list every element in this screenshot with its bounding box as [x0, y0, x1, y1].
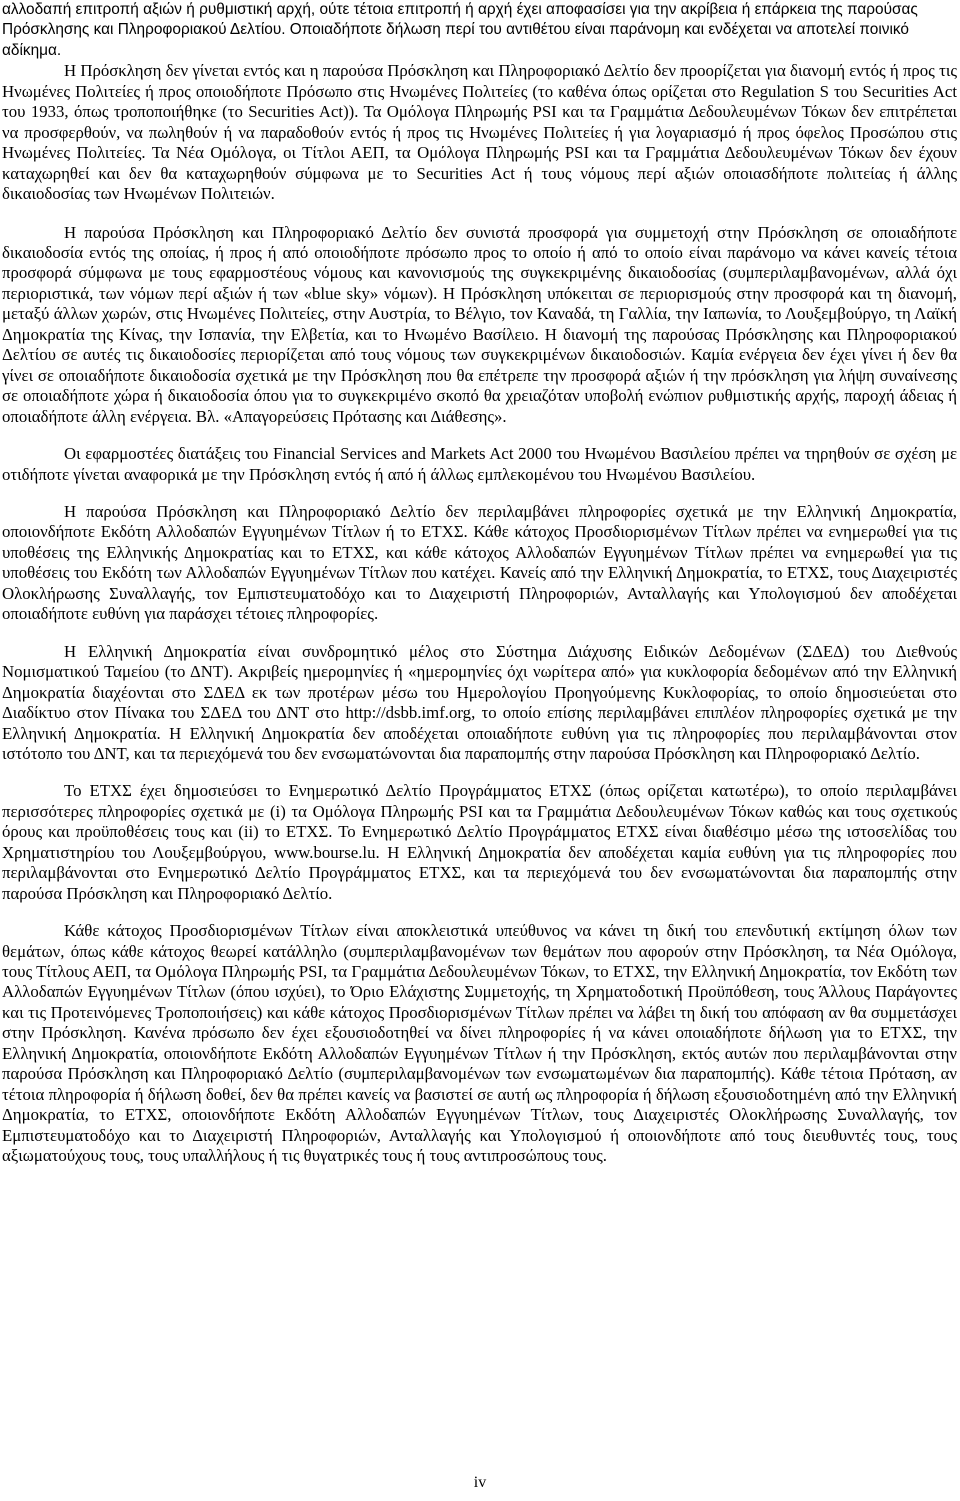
paragraph-holder-responsibility: Κάθε κάτοχος Προσδιορισμένων Τίτλων είναι αποκλειστικά υπεύθυνος να κάνει τη δική του επενδυτική εκτίμηση όλων των θεμάτων, όπως κάθε κάτοχος θεωρεί κατάλληλο (συμπεριλαμβανομένων των θεμάτων που αφορούν στην Πρόσκληση, τα Νέα Ομόλογα, τους Τίτλους ΑΕΠ, τα Ομόλογα Πληρωμής PSI, τα Γραμμάτια Δεδουλευμένων Τόκων, το ΕΤΧΣ, την Ελληνική Δημοκρατία, τον Εκδότη των Αλλοδαπών Εγγυημένων Τίτλων (όπου ισχύει), το Όριο Ελάχιστης Συμμετοχής, τη Χρηματοδοτική Προϋπόθεση, τους Άλλους Παράγοντες και τις Προτεινόμενες Τροποποιήσεις) και κάθε κάτοχος Προσδιορισμένων Τίτλων πρέπει να λάβει τη δική του απόφαση αν θα συμμετάσχει στην Πρόσκληση. Κανένα πρόσωπο δεν έχει εξουσιοδοτηθεί να δίνει πληροφορίες ή να κάνει οποιαδήποτε δήλωση για το ΕΤΧΣ, την Ελληνική Δημοκρατία, οποιονδήποτε Εκδότη Αλλοδαπών Εγγυημένων Τίτλων ή την Πρόσκληση, εκτός αυτών που περιλαμβάνονται στην παρούσα Πρόσκληση και Πληροφοριακό Δελτίο (συμπεριλαμβανομένων των ενσωματωμένων δια παραπομπής). Κάθε τέτοια Πρόταση, αν τέτοια πληροφορία ή δήλωση δοθεί, δεν θα πρέπει κανείς να βασιστεί σε αυτή ως πληροφορία ή δήλωση εξουσιοδοτημένη από την Ελληνική Δημοκρατία, το ΕΤΧΣ, οποιονδήποτε Εκδότη Αλλοδαπών Εγγυημένων Τίτλων, τους Διαχειριστές Ολοκλήρωσης Συναλλαγής, τον Εμπιστευματοδόχο και το Διαχειριστή Πληροφοριών, Ανταλλαγής και Υπολογισμού ή οποιονδήποτε από τους διευθυντές τους, τους αξιωματούχους τους, τους υπαλλήλους ή τις θυγατρικές τους ή τους αντιπροσώπους τους. [2, 921, 957, 1166]
paragraph-efsf-prospectus: Το ΕΤΧΣ έχει δημοσιεύσει το Ενημερωτικό Δελτίο Προγράμματος ΕΤΧΣ (όπως ορίζεται κατωτέρω), το οποίο περιλαμβάνει περισσότερες πληροφορίες σχετικά με (i) τα Ομόλογα Πληρωμής PSI και τα Γραμμάτια Δεδουλευμένων Τόκων καθώς και τους σχετικούς όρους και προϋποθέσεις τους και (ii) το ΕΤΧΣ. Το Ενημερωτικό Δελτίο Προγράμματος ΕΤΧΣ είναι διαθέσιμο μέσω της ιστοσελίδας του Χρηματιστηρίου του Λουξεμβούργου, www.bourse.lu. Η Ελληνική Δημοκρατία δεν αποδέχεται καμία ευθύνη για τις πληροφορίες που περιλαμβάνονται στο Ενημερωτικό Δελτίο Προγράμματος ΕΤΧΣ, και τα περιεχόμενά του δεν ενσωματώνονται δια παραπομπής στην παρούσα Πρόσκληση και Πληροφοριακό Δελτίο. [2, 781, 957, 903]
continued-paragraph: αλλοδαπή επιτροπή αξιών ή ρυθμιστική αρχή, ούτε τέτοια επιτροπή ή αρχή έχει αποφασίσει για την ακρίβεια ή επάρκεια της παρούσας Πρόσκλησης και Πληροφοριακού Δελτίου. Οποιαδήποτε δήλωση περί του αντιθέτου είναι παράνομη και ενδέχεται να αποτελεί ποινικό αδίκημα. [2, 1, 918, 59]
paragraph-information-disclaimer: Η παρούσα Πρόσκληση και Πληροφοριακό Δελτίο δεν περιλαμβάνει πληροφορίες σχετικά με την Ελληνική Δημοκρατία, οποιονδήποτε Εκδότη Αλλοδαπών Εγγυημένων Τίτλων ή το ΕΤΧΣ. Κάθε κάτοχος Προσδιορισμένων Τίτλων πρέπει να ενημερωθεί για τις υποθέσεις της Ελληνικής Δημοκρατίας και το ΕΤΧΣ, και κάθε κάτοχος Αλλοδαπών Εγγυημένων Τίτλων πρέπει να ενημερωθεί για τις υποθέσεις του Εκδότη των Αλλοδαπών Εγγυημένων Τίτλων που κατέχει. Κανείς από την Ελληνική Δημοκρατία, το ΕΤΧΣ, τους Διαχειριστές Ολοκλήρωσης Συναλλαγής, τον Εμπιστευματοδόχο και το Διαχειριστή Πληροφοριών, Ανταλλαγής και Υπολογισμού δεν αποδέχεται οποιαδήποτε ευθύνη για παράσχει τέτοιες πληροφορίες. [2, 501, 957, 624]
paragraph-fsma: Οι εφαρμοστέες διατάξεις του Financial Services and Markets Act 2000 του Ηνωμένου Βασιλείου πρέπει να τηρηθούν σε σχέση με οτιδήποτε γίνεται αναφορικά με την Πρόσκληση εντός ή από ή άλλως εμπλεκομένου του Ηνωμένου Βασιλείου. [2, 444, 957, 484]
paragraph-sdds: Η Ελληνική Δημοκρατία είναι συνδρομητικό μέλος στο Σύστημα Διάχυσης Ειδικών Δεδομένων (ΣΔΕΔ) του Διεθνούς Νομισματικού Ταμείου (το ΔΝΤ). Ακριβείς ημερομηνίες ή «ημερομηνίες όχι νωρίτερα από» για κυκλοφορία δεδομένων από την Ελληνική Δημοκρατία διαχέονται στο ΣΔΕΔ εκ των προτέρων μέσω του Ημερολογίου Προηγούμενης Κυκλοφορίας, το οποίο δημοσιεύεται στο Διαδίκτυο στον Πίνακα του ΣΔΕΔ του ΔΝΤ στο http://dsbb.imf.org, το οποίο επίσης περιλαμβάνει επιπλέον πληροφορίες σχετικά με την Ελληνική Δημοκρατία. Η Ελληνική Δημοκρατία δεν αποδέχεται οποιαδήποτε ευθύνη για τις πληροφορίες που περιλαμβάνονται στον ιστότοπο του ΔΝΤ, και τα περιεχόμενά του δεν ενσωματώνονται δια παραπομπής στην παρούσα Πρόσκληση και Πληροφοριακό Δελτίο. [2, 641, 957, 763]
paragraph-jurisdiction-restrictions: Η παρούσα Πρόσκληση και Πληροφοριακό Δελτίο δεν συνιστά προσφορά για συμμετοχή στην Πρόσκληση σε οποιαδήποτε δικαιοδοσία εντός της οποίας, ή προς ή από οποιοδήποτε πρόσωπο προς το οποίο ή από το οποίο είναι παράνομο να κάνει κανείς τέτοια προσφορά σύμφωνα με τους εφαρμοστέους νόμους και κανονισμούς της συγκεκριμένης δικαιοδοσίας (συμπεριλαμβανομένων, αλλά όχι περιοριστικά, των νόμων περί αξιών ή των «blue sky» νόμων). Η Πρόσκληση υπόκειται σε περιορισμούς στην προσφορά και τη διανομή, μεταξύ άλλων χωρών, στις Ηνωμένες Πολιτείες, στην Αυστρία, το Βέλγιο, τον Καναδά, τη Γαλλία, την Ιαπωνία, το Λουξεμβούργο, τη Λαϊκή Δημοκρατία της Κίνας, την Ισπανία, την Ελβετία, και το Ηνωμένο Βασίλειο. Η διανομή της παρούσας Πρόσκλησης και Πληροφοριακού Δελτίου σε αυτές τις δικαιοδοσίες περιορίζεται από τους νόμους των συγκεκριμένων δικαιοδοσιών. Καμία ενέργεια δεν έχει γίνει ή δεν θα γίνει σε οποιαδήποτε δικαιοδοσία σχετικά με την Πρόσκληση που θα επέτρεπε την προσφορά αξιών ή την πρόσκληση για λήψη συναίνεσης σε οποιαδήποτε χώρα ή δικαιοδοσία όπου για το συγκεκριμένο σκοπό θα χρειαζόταν υποβολή ενώπιον ρυθμιστικής αρχής, παροχή άδειας ή οποιαδήποτε άλλη ενέργεια. Βλ. «Απαγορεύσεις Πρότασης και Διάθεσης». [2, 222, 957, 426]
document-page [2, 0, 957, 1167]
paragraph-us-restrictions: Η Πρόσκληση δεν γίνεται εντός και η παρούσα Πρόσκληση και Πληροφοριακό Δελτίο δεν προορίζεται για διανομή εντός ή προς τις Ηνωμένες Πολιτείες ή προς οποιοδήποτε Πρόσωπο στις Ηνωμένες Πολιτείες (το καθένα όπως ορίζεται στο Regulation S του Securities Act του 1933, όπως τροποποιήθηκε (το Securities Act)). Τα Ομόλογα Πληρωμής PSI και τα Γραμμάτια Δεδουλευμένων Τόκων δεν επιτρέπεται να προσφερθούν, να πωληθούν ή να παραδοθούν εντός ή προς τις Ηνωμένες Πολιτείες ή για λογαριασμό ή προς όφελος Προσώπου στις Ηνωμένες Πολιτείες. Τα Νέα Ομόλογα, οι Τίτλοι ΑΕΠ, τα Ομόλογα Πληρωμής PSI και τα Γραμμάτια Δεδουλευμένων Τόκων δεν έχουν καταχωρηθεί και δεν θα καταχωρηθούν σύμφωνα με το Securities Act ή τους νόμους περί αξιών οποιασδήποτε πολιτείας ή άλλης δικαιοδοσίας των Ηνωμένων Πολιτειών. [2, 61, 957, 204]
page-number: iv [473, 1474, 487, 1491]
